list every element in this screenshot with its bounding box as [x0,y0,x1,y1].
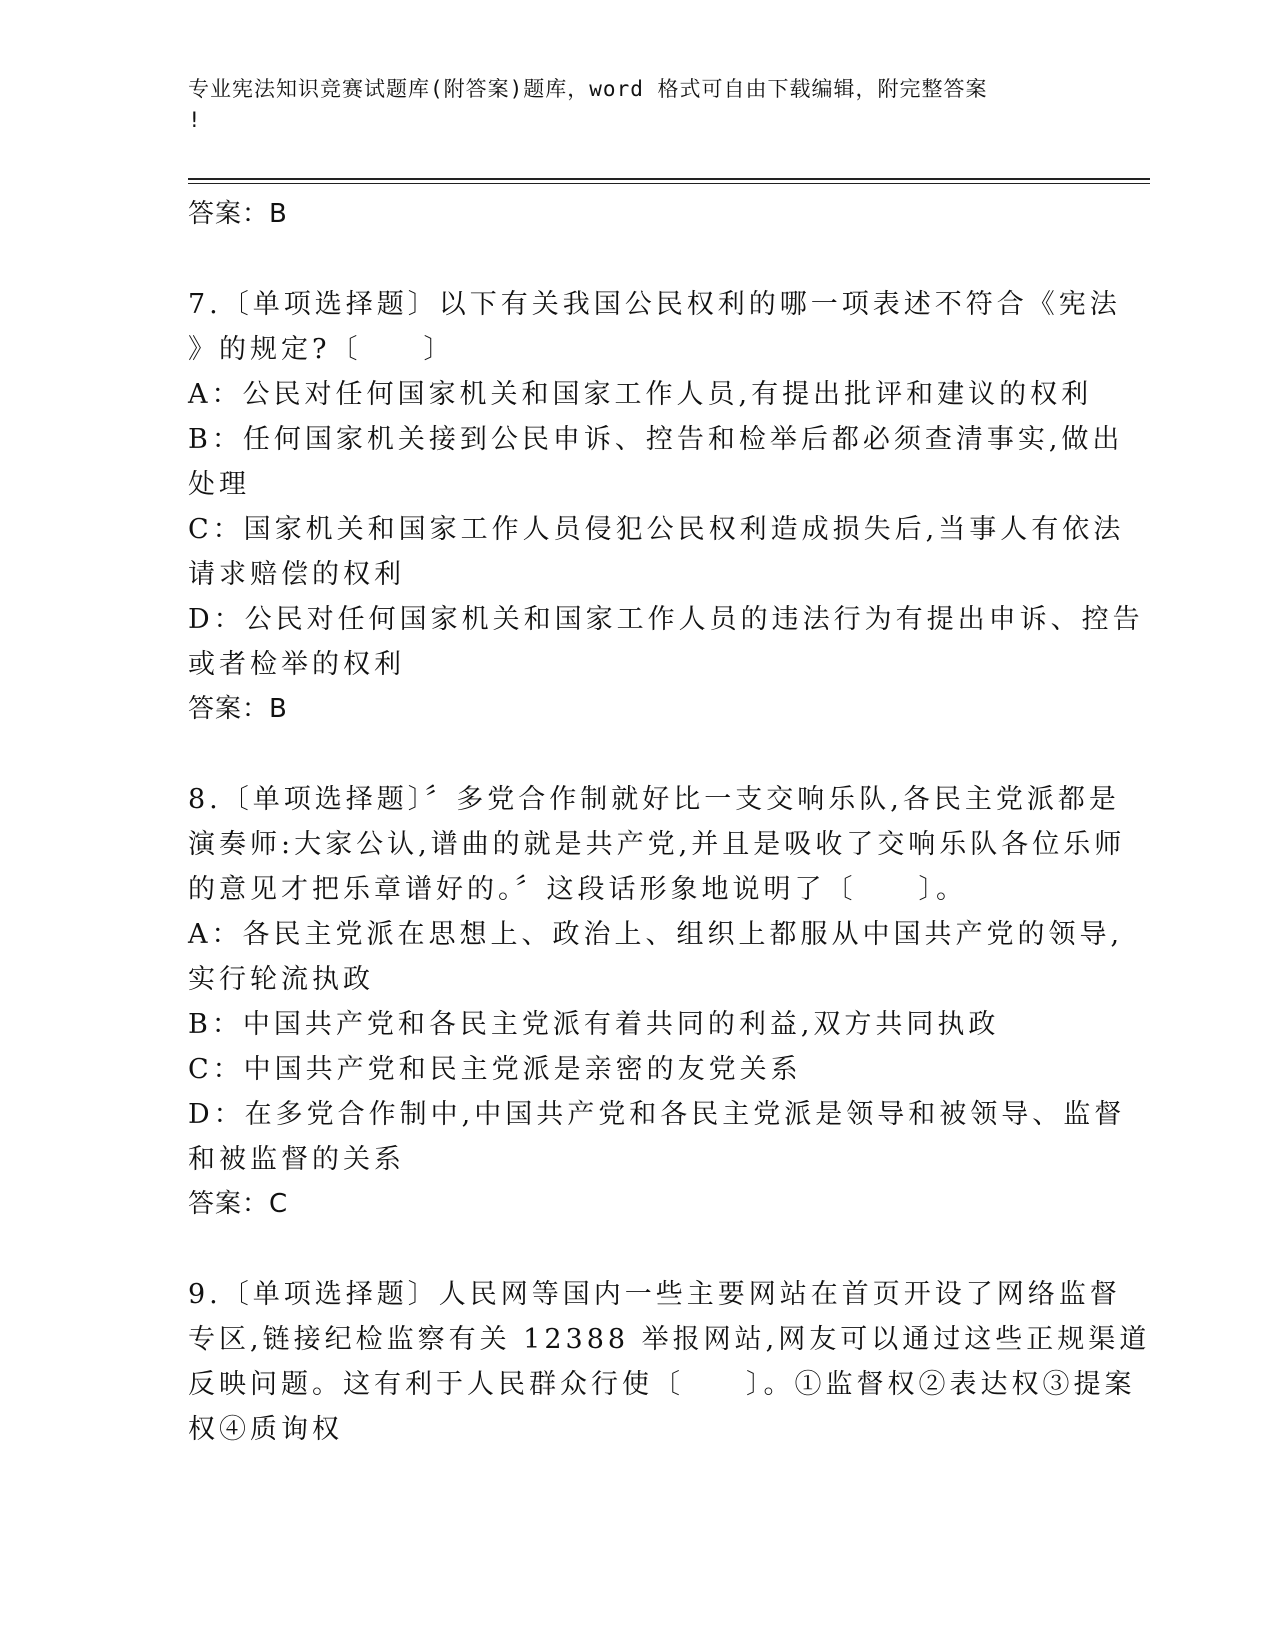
option-a: A：各民主党派在思想上、政治上、组织上都服从中国共产党的领导, [188,919,1124,950]
header-rule-bottom [188,183,1150,184]
option-d-continued: 和被监督的关系 [188,1144,405,1175]
header-rule-top [188,178,1150,180]
question-text-line: 的意见才把乐章谱好的。〞这段话形象地说明了〔 〕。 [188,874,967,905]
question-9 [188,1272,1151,1452]
question-text-line: 8.〔单项选择题〕〞多党合作制就好比一支交响乐队,各民主党派都是 [188,784,1120,815]
header-line-1: 专业宪法知识竞赛试题库(附答案)题库，word 格式可自由下载编辑，附完整答案 [188,77,988,101]
option-d: D：公民对任何国家机关和国家工作人员的违法行为有提出申诉、控告 [188,604,1144,635]
option-c: C：国家机关和国家工作人员侵犯公民权利造成损失后,当事人有依法 [188,514,1125,545]
option-c: C：中国共产党和民主党派是亲密的友党关系 [188,1054,802,1085]
option-b: B：中国共产党和各民主党派有着共同的利益,双方共同执政 [188,1009,1000,1040]
option-d: D：在多党合作制中,中国共产党和各民主党派是领导和被领导、监督 [188,1099,1126,1130]
document-header [188,74,1088,136]
option-b: B：任何国家机关接到公民申诉、控告和检举后都必须查清事实,做出 [188,424,1124,455]
question-text-line: 反映问题。这有利于人民群众行使〔 〕。①监督权②表达权③提案 [188,1369,1136,1400]
document-body [188,192,1151,1452]
question-text-line: 9.〔单项选择题〕人民网等国内一些主要网站在首页开设了网络监督 [188,1279,1121,1310]
option-d-continued: 或者检举的权利 [188,649,405,680]
question-7 [188,282,1144,731]
option-a: A：公民对任何国家机关和国家工作人员,有提出批评和建议的权利 [188,379,1093,410]
question-text-line: 演奏师:大家公认,谱曲的就是共产党,并且是吸收了交响乐队各位乐师 [188,829,1126,860]
answer: 答案：C [188,1189,289,1219]
question-text-line: 》的规定?〔 〕 [188,334,455,365]
option-c-continued: 请求赔偿的权利 [188,559,405,590]
header-line-2: ! [188,108,202,132]
question-text-line: 权④质询权 [188,1414,343,1445]
question-text-line: 专区,链接纪检监察有关 12388 举报网站,网友可以通过这些正规渠道 [188,1324,1151,1355]
answer: 答案：B [188,694,288,724]
option-a-continued: 实行轮流执政 [188,964,374,995]
option-b-continued: 处理 [188,469,250,500]
previous-answer: 答案：B [188,199,288,229]
question-text-line: 7.〔单项选择题〕以下有关我国公民权利的哪一项表述不符合《宪法 [188,289,1121,320]
question-8 [188,777,1126,1226]
